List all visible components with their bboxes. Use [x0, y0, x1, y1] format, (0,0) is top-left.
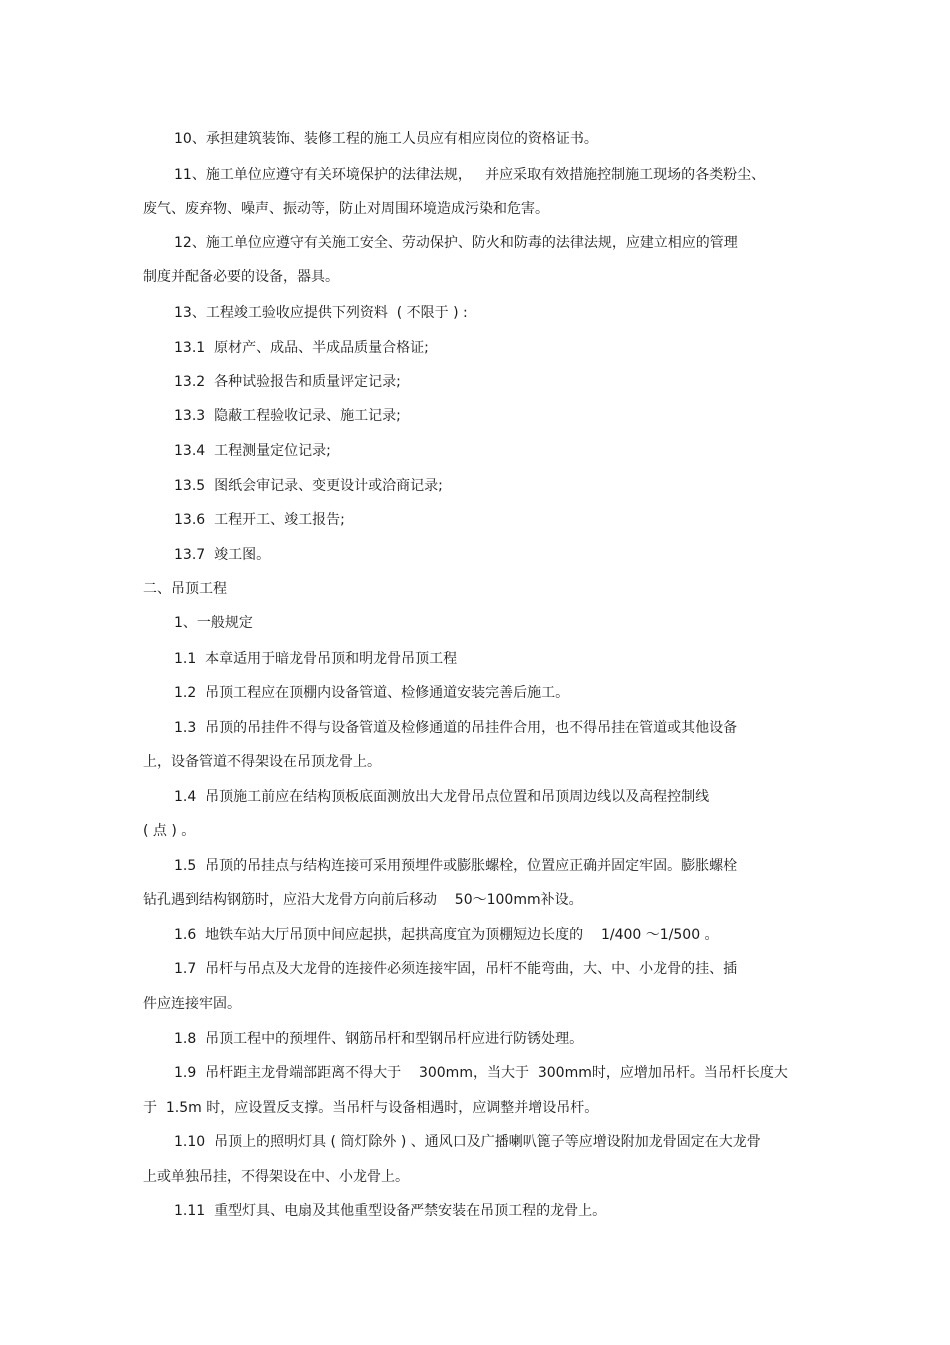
- item-13-4: 13.4 工程测量定位记录;: [174, 443, 331, 459]
- item-13-7: 13.7 竣工图。: [174, 547, 271, 563]
- paragraph-12-line-1: 12、施工单位应遵守有关施工安全、劳动保护、防火和防毒的法律法规，应建立相应的管理: [174, 235, 738, 251]
- item-1-11: 1.11 重型灯具、电扇及其他重型设备严禁安装在吊顶工程的龙骨上。: [174, 1203, 607, 1219]
- item-13-5: 13.5 图纸会审记录、变更设计或洽商记录;: [174, 478, 443, 494]
- paragraph-11-line-1: 11、施工单位应遵守有关环境保护的法律法规， 并应采取有效措施控制施工现场的各类粉尘、: [174, 167, 766, 183]
- item-1-5-line-2: 钻孔遇到结构钢筋时，应沿大龙骨方向前后移动 50～100mm补设。: [143, 892, 583, 908]
- section-heading-2: 二、吊顶工程: [143, 581, 227, 597]
- paragraph-11-line-2: 废气、废弃物、噪声、振动等，防止对周围环境造成污染和危害。: [143, 201, 549, 217]
- item-1-4-line-1: 1.4 吊顶施工前应在结构顶板底面测放出大龙骨吊点位置和吊顶周边线以及高程控制线: [174, 789, 710, 805]
- item-1-7-line-1: 1.7 吊杆与吊点及大龙骨的连接件必须连接牢固，吊杆不能弯曲，大、中、小龙骨的挂、插: [174, 961, 738, 977]
- item-1-6: 1.6 地铁车站大厅吊顶中间应起拱，起拱高度宜为顶棚短边长度的 1/400 ～1/500 。: [174, 927, 719, 943]
- item-1-9-line-1: 1.9 吊杆距主龙骨端部距离不得大于 300mm，当大于 300mm时，应增加吊杆。当吊杆长度大: [174, 1065, 788, 1081]
- item-1-2: 1.2 吊顶工程应在顶棚内设备管道、检修通道安装完善后施工。: [174, 685, 570, 701]
- item-1-1: 1.1 本章适用于暗龙骨吊顶和明龙骨吊顶工程: [174, 651, 458, 667]
- item-1-10-line-1: 1.10 吊顶上的照明灯具 ( 筒灯除外 ) 、通风口及广播喇叭篦子等应增设附加龙骨固定在大龙骨: [174, 1134, 761, 1150]
- item-1-5-line-1: 1.5 吊顶的吊挂点与结构连接可采用预埋件或膨胀螺栓，位置应正确并固定牢固。膨胀螺栓: [174, 858, 738, 874]
- item-1-3-line-2: 上，设备管道不得架设在吊顶龙骨上。: [143, 754, 381, 770]
- item-1-10-line-2: 上或单独吊挂，不得架设在中、小龙骨上。: [143, 1169, 409, 1185]
- item-13-2: 13.2 各种试验报告和质量评定记录;: [174, 374, 401, 390]
- item-1-4-line-2: ( 点 ) 。: [143, 823, 196, 839]
- item-1-9-line-2: 于 1.5m 时，应设置反支撑。当吊杆与设备相遇时，应调整并增设吊杆。: [143, 1100, 599, 1116]
- item-1-7-line-2: 件应连接牢固。: [143, 996, 241, 1012]
- item-1-8: 1.8 吊顶工程中的预埋件、钢筋吊杆和型钢吊杆应进行防锈处理。: [174, 1031, 584, 1047]
- paragraph-10: 10、承担建筑装饰、装修工程的施工人员应有相应岗位的资格证书。: [174, 131, 598, 147]
- paragraph-12-line-2: 制度并配备必要的设备，器具。: [143, 269, 339, 285]
- paragraph-13: 13、工程竣工验收应提供下列资料 ( 不限于 ) :: [174, 305, 468, 321]
- item-1-3-line-1: 1.3 吊顶的吊挂件不得与设备管道及检修通道的吊挂件合用，也不得吊挂在管道或其他设备: [174, 720, 738, 736]
- subsection-heading-1: 1、一般规定: [174, 615, 253, 631]
- item-13-1: 13.1 原材产、成品、半成品质量合格证;: [174, 340, 429, 356]
- item-13-6: 13.6 工程开工、竣工报告;: [174, 512, 345, 528]
- item-13-3: 13.3 隐蔽工程验收记录、施工记录;: [174, 408, 401, 424]
